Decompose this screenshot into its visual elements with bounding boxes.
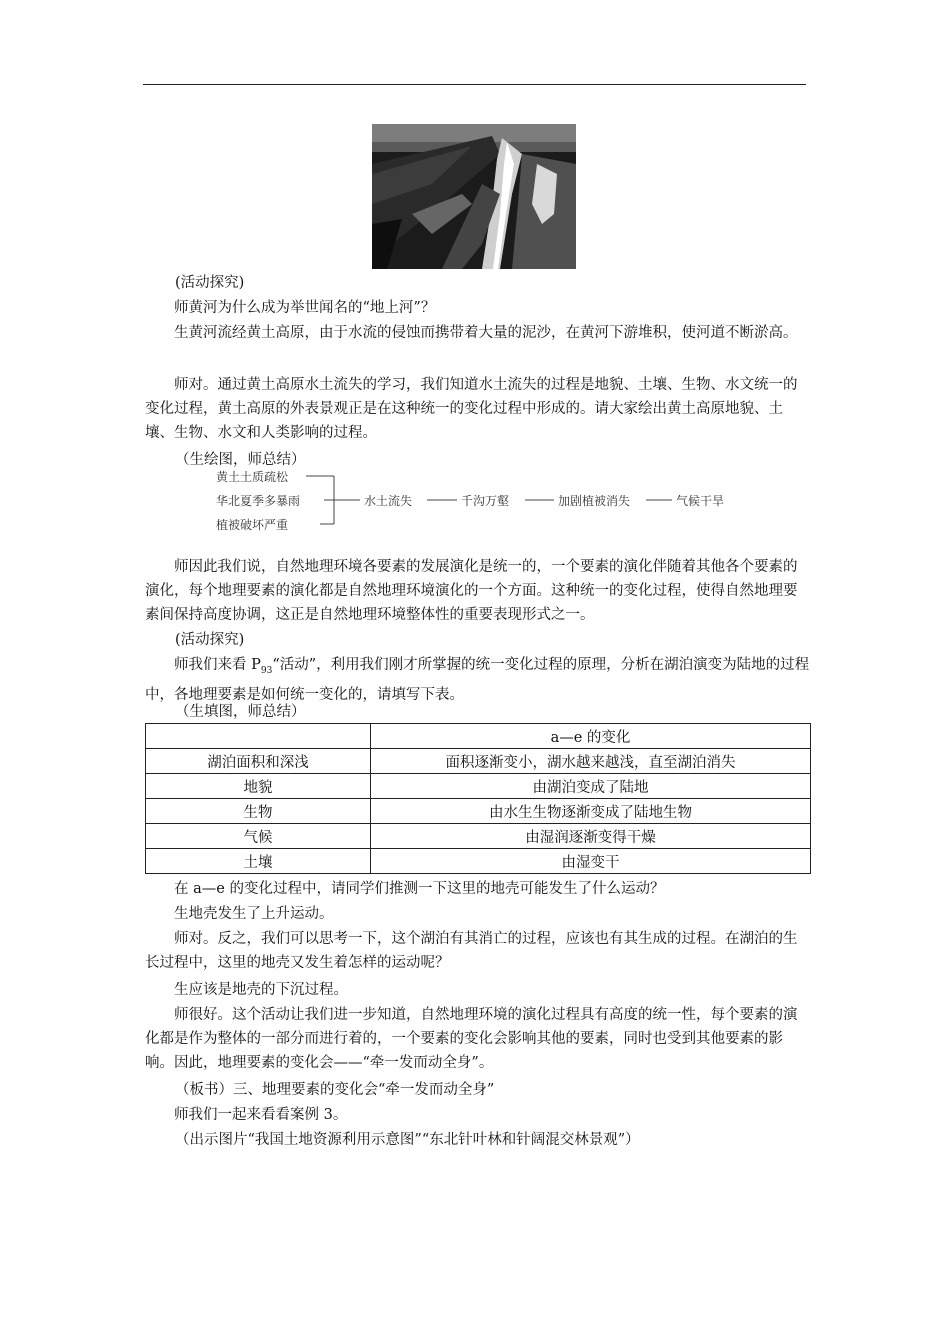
- note-student-draw: （生绘图，师总结）: [175, 452, 306, 468]
- blackboard-note: （板书）三、地理要素的变化会“牵一发而动全身”: [175, 1082, 495, 1098]
- table-cell: 由湿润逐渐变得干燥: [371, 824, 811, 849]
- flow-cause-3: 植被破坏严重: [216, 518, 289, 532]
- loess-flowchart: [210, 468, 770, 536]
- flow-cause-1: 黄土土质疏松: [216, 470, 289, 484]
- flow-step-3: 加剧植被消失: [558, 494, 631, 508]
- table-cell: 湖泊面积和深浅: [146, 749, 371, 774]
- table-row: [146, 799, 811, 824]
- activity-heading-2: (活动探究): [175, 632, 245, 648]
- text-part: 师我们来看 P: [174, 657, 261, 673]
- page-subscript: 93: [260, 665, 273, 676]
- table-cell: 由水生生物逐渐变成了陆地生物: [371, 799, 811, 824]
- flow-cause-2: 华北夏季多暴雨: [216, 494, 301, 508]
- show-pictures-note: （出示图片“我国土地资源利用示意图”“东北针叶林和针阔混交林景观”）: [175, 1132, 640, 1148]
- table-cell: 气候: [146, 824, 371, 849]
- flow-step-1: 水土流失: [364, 494, 413, 508]
- question-crust: 在 a—e 的变化过程中，请同学们推测一下这里的地壳可能发生了什么运动？: [174, 881, 665, 897]
- note-student-fill: （生填图，师总结）: [175, 704, 306, 720]
- table-cell: 由湖泊变成了陆地: [371, 774, 811, 799]
- table-cell: 由湿变干: [371, 849, 811, 874]
- teacher-instruction-1: [145, 653, 810, 707]
- teacher-reply-1: 师对。通过黄土高原水土流失的学习，我们知道水土流失的过程是地貌、土壤、生物、水文统一的变化过程，黄土高原的外表景观正是在这种统一的变化过程中形成的。请大家绘出黄土高原地貌、土壤、生物、水文和人类影响的过程。: [145, 377, 798, 441]
- activity-heading-1: (活动探究): [175, 275, 245, 291]
- table-cell: 地貌: [146, 774, 371, 799]
- table-cell: 面积逐渐变小，湖水越来越浅，直至湖泊消失: [371, 749, 811, 774]
- table-header-row: [146, 724, 811, 749]
- teacher-question-1: 师黄河为什么成为举世闻名的“地上河”？: [174, 300, 436, 316]
- teacher-summary-1: 师因此我们说，自然地理环境各要素的发展演化是统一的，一个要素的演化伴随着其他各个要素的演化，每个地理要素的演化都是自然地理环境演化的一个方面。这种统一的变化过程，使得自然地理要素间保持高度协调，这正是自然地理环境整体性的重要表现形式之一。: [145, 559, 798, 623]
- student-answer-2: 生地壳发生了上升运动。: [174, 906, 334, 922]
- teacher-case-3: 师我们一起来看看案例 3。: [174, 1107, 348, 1123]
- table-row: [146, 749, 811, 774]
- flow-step-2: 千沟万壑: [461, 494, 510, 508]
- table-row: [146, 824, 811, 849]
- table-cell: 生物: [146, 799, 371, 824]
- table-row: [146, 774, 811, 799]
- flow-step-4: 气候干旱: [676, 494, 725, 508]
- teacher-reply-2: 师对。反之，我们可以思考一下，这个湖泊有其消亡的过程，应该也有其生成的过程。在湖泊的生长过程中，这里的地壳又发生着怎样的运动呢？: [145, 931, 798, 971]
- table-header-cell: a—e 的变化: [371, 724, 811, 749]
- yellow-river-aerial-photo: [372, 124, 576, 269]
- table-cell: 土壤: [146, 849, 371, 874]
- header-rule: [143, 84, 806, 85]
- student-answer-1: 生黄河流经黄土高原，由于水流的侵蚀而携带着大量的泥沙，在黄河下游堆积，使河道不断淤高。: [174, 325, 798, 341]
- teacher-summary-2: 师很好。这个活动让我们进一步知道，自然地理环境的演化过程具有高度的统一性，每个要素的演化都是作为整体的一部分而进行着的，一个要素的变化会影响其他的要素，同时也受到其他要素的影响。因此，地理要素的变化会——“牵一发而动全身”。: [145, 1007, 798, 1071]
- table-header-cell: [146, 724, 371, 749]
- text-part: “活动”，利用我们刚才所掌握的统一变化过程的原理，分析在湖泊演变为陆地的过程中，各地理要素是如何统一变化的，请填写下表。: [145, 657, 810, 703]
- student-answer-3: 生应该是地壳的下沉过程。: [174, 982, 348, 998]
- table-row: [146, 849, 811, 874]
- lake-evolution-table: [145, 723, 811, 874]
